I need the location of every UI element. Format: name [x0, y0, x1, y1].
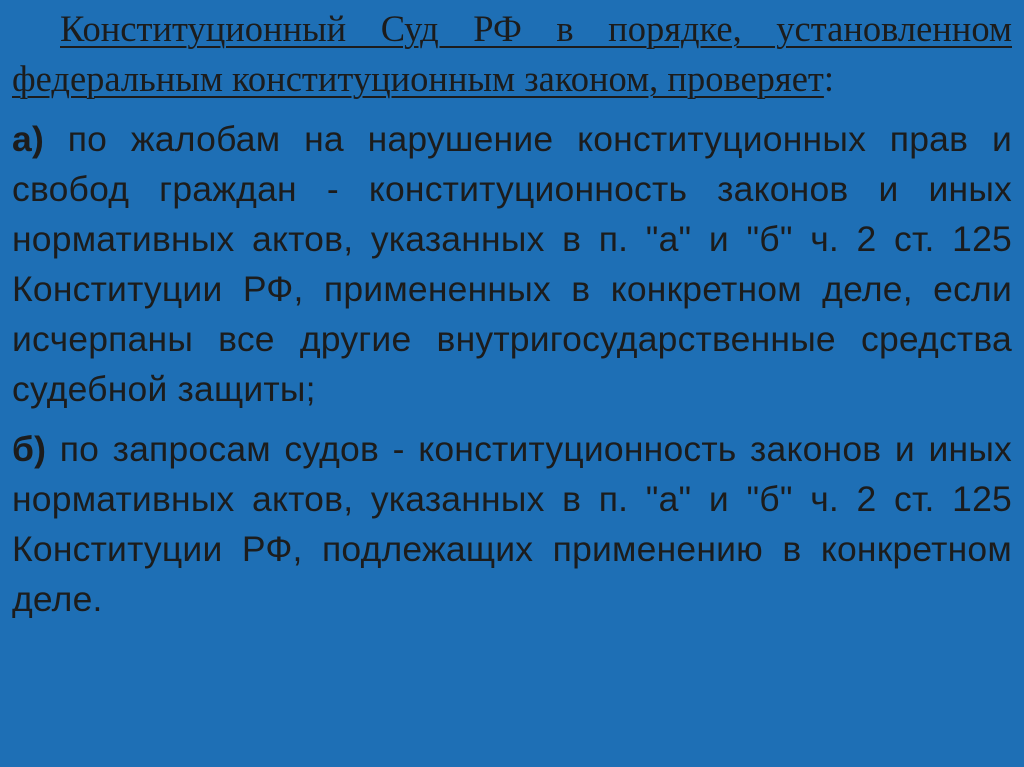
intro-paragraph: [12, 4, 1012, 104]
intro-colon: :: [823, 58, 835, 99]
intro-underlined-text: Конституционный Суд РФ в порядке, установленном федеральным конституционным законом, проверяет: [12, 8, 1012, 99]
list-item-a: [12, 114, 1012, 414]
list-marker-a: а): [12, 119, 44, 159]
list-item-b-text: по запросам судов - конституционность законов и иных нормативных актов, указанных в п. "а" и "б" ч. 2 ст. 125 Конституции РФ, подлежащих применению в конкретном деле.: [12, 429, 1012, 619]
slide-text-body: [12, 4, 1012, 634]
list-marker-b: б): [12, 429, 47, 469]
list-item-b: [12, 424, 1012, 624]
list-item-a-text: по жалобам на нарушение конституционных прав и свобод граждан - конституционность законов и иных нормативных актов, указанных в п. "а" и "б" ч. 2 ст. 125 Конституции РФ, примененных в конкретном деле, если исчерпаны все другие внутригосударственные средства судебной защиты;: [12, 119, 1012, 409]
